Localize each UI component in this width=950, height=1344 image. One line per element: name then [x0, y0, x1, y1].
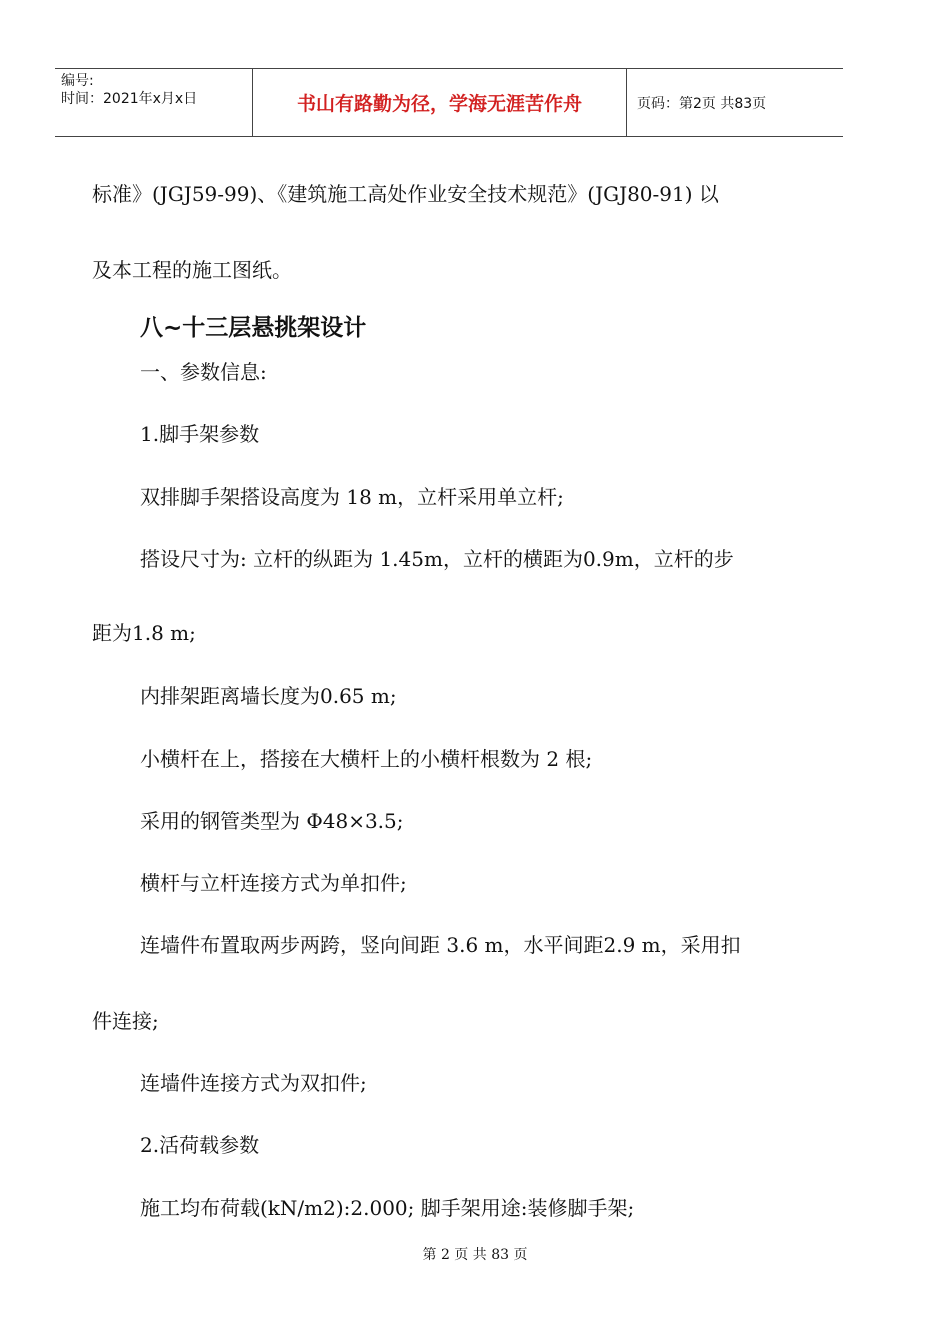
- section-heading: 八~十三层悬挑架设计: [140, 315, 367, 341]
- body-line: 一、参数信息:: [140, 360, 267, 384]
- body-line: 小横杆在上，搭接在大横杆上的小横杆根数为 2 根;: [140, 747, 593, 771]
- body-line: 1.脚手架参数: [140, 422, 260, 446]
- body-line: 及本工程的施工图纸。: [92, 258, 292, 282]
- body-line: 距为1.8 m;: [92, 621, 196, 645]
- body-line: 标准》(JGJ59-99)、《建筑施工高处作业安全技术规范》(JGJ80-91) 以: [92, 182, 719, 206]
- footer-page-number: 第 2 页 共 83 页: [422, 1247, 528, 1263]
- body-line: 横杆与立杆连接方式为单扣件;: [140, 871, 407, 895]
- header-time-label: 时间：2021年x月x日: [61, 91, 198, 107]
- header-number-label: 编号:: [61, 73, 94, 89]
- body-line: 采用的钢管类型为 Φ48×3.5;: [140, 809, 404, 833]
- page-header: [55, 68, 843, 137]
- body-line: 双排脚手架搭设高度为 18 m，立杆采用单立杆;: [140, 485, 564, 509]
- body-line: 连墙件连接方式为双扣件;: [140, 1071, 367, 1095]
- header-page-code: 页码：第2页 共83页: [637, 95, 767, 112]
- body-line: 内排架距离墙长度为0.65 m;: [140, 684, 397, 708]
- body-line: 件连接;: [92, 1009, 159, 1033]
- header-motto: 书山有路勤为径，学海无涯苦作舟: [253, 69, 627, 136]
- body-line: 施工均布荷载(kN/m2):2.000; 脚手架用途:装修脚手架;: [140, 1196, 635, 1220]
- body-line: 连墙件布置取两步两跨，竖向间距 3.6 m，水平间距2.9 m，采用扣: [140, 933, 741, 957]
- body-line: 2.活荷载参数: [140, 1133, 260, 1157]
- page-footer: [0, 1244, 950, 1264]
- header-meta: [55, 69, 253, 136]
- body-line: 搭设尺寸为: 立杆的纵距为 1.45m，立杆的横距为0.9m，立杆的步: [140, 547, 734, 571]
